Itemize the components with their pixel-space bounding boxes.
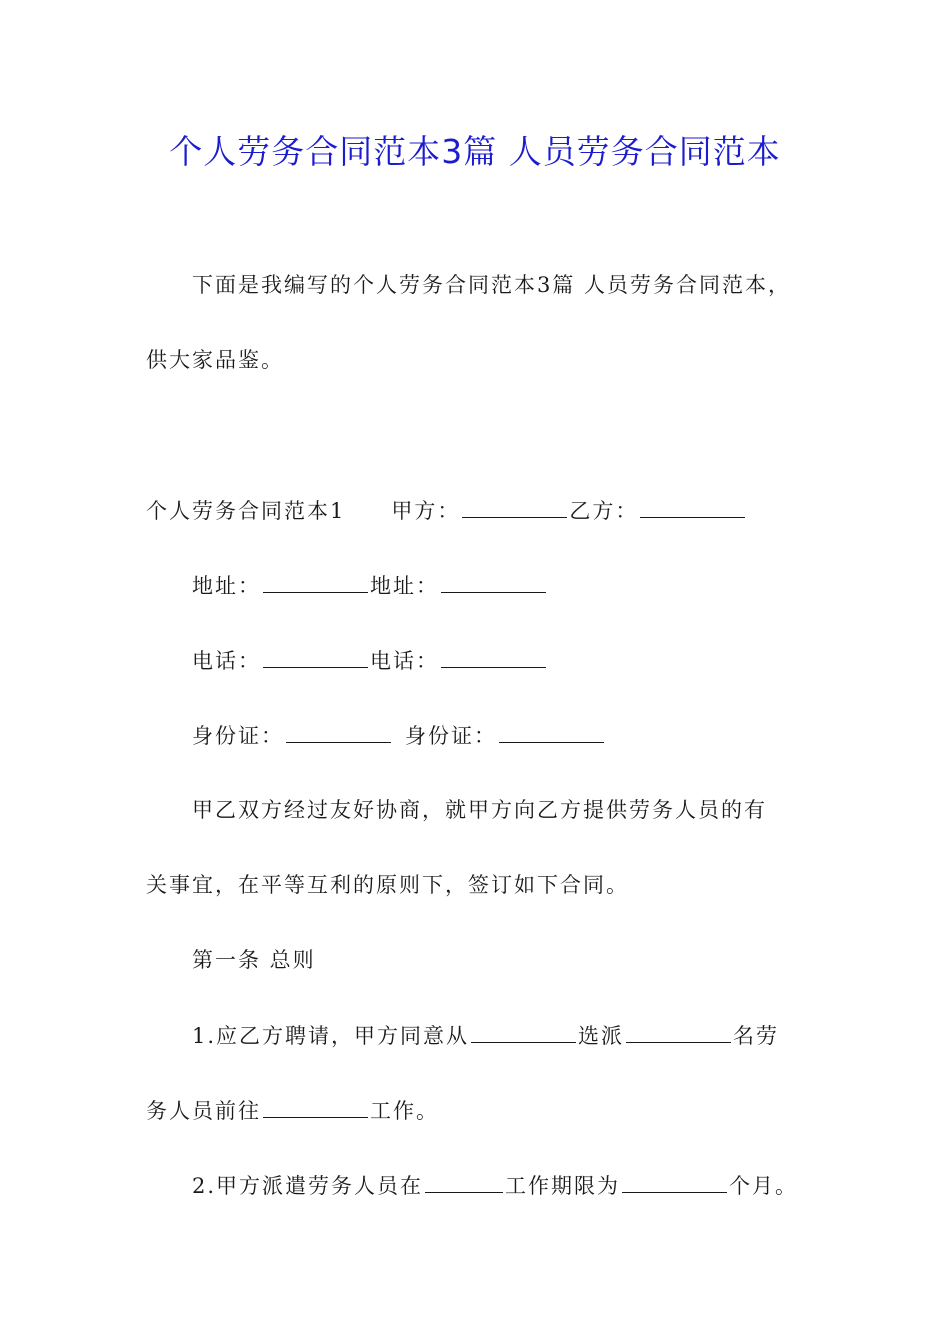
paragraph-1-line-2: 关事宜，在平等互利的原则下，签订如下合同。	[146, 873, 629, 897]
item-1-line-2	[146, 1095, 439, 1126]
address-label-b: 地址：	[370, 574, 439, 598]
address-label-a: 地址：	[192, 574, 261, 598]
address-a-blank	[263, 570, 368, 593]
party-b-label: 乙方：	[569, 499, 639, 523]
party-a-label: 甲方：	[391, 499, 461, 523]
item-1-blank-a	[471, 1020, 576, 1043]
party-b-blank	[640, 495, 745, 518]
phone-label-a: 电话：	[192, 649, 261, 673]
phone-label-b: 电话：	[370, 649, 439, 673]
item-2-text-b: 工作期限为	[505, 1174, 621, 1198]
party-a-blank	[462, 495, 567, 518]
id-a-blank	[286, 720, 391, 743]
intro-line-1: 下面是我编写的个人劳务合同范本3篇 人员劳务合同范本，	[192, 273, 792, 297]
item-1-text-e: 工作。	[370, 1099, 439, 1123]
item-1-text-d: 务人员前往	[146, 1099, 261, 1123]
item-1-text-c: 名劳	[733, 1024, 780, 1048]
item-2-blank-b	[622, 1170, 727, 1193]
item-2-blank-a	[425, 1170, 503, 1193]
item-1-line-1	[192, 1020, 779, 1051]
phone-b-blank	[441, 645, 546, 668]
id-label-b: 身份证：	[405, 724, 497, 748]
address-b-blank	[441, 570, 546, 593]
article-1-heading: 第一条 总则	[192, 948, 316, 972]
item-2-text-a: 2.甲方派遣劳务人员在	[192, 1174, 424, 1198]
id-b-blank	[499, 720, 604, 743]
document-title: 个人劳务合同范本3篇 人员劳务合同范本	[169, 132, 781, 171]
item-2-line	[192, 1170, 798, 1201]
paragraph-1-line-1: 甲乙双方经过友好协商，就甲方向乙方提供劳务人员的有	[192, 798, 767, 822]
item-1-text-b: 选派	[578, 1024, 625, 1048]
item-1-text-a: 1.应乙方聘请，甲方同意从	[192, 1024, 470, 1048]
parties-line	[146, 495, 747, 526]
section-heading: 个人劳务合同范本1	[146, 499, 346, 523]
id-line	[192, 720, 606, 751]
item-1-blank-c	[263, 1095, 368, 1118]
item-2-text-c: 个月。	[729, 1174, 799, 1198]
item-1-blank-b	[626, 1020, 731, 1043]
intro-line-2: 供大家品鉴。	[146, 348, 284, 372]
address-line	[192, 570, 548, 601]
phone-a-blank	[263, 645, 368, 668]
phone-line	[192, 645, 548, 676]
id-label-a: 身份证：	[192, 724, 284, 748]
